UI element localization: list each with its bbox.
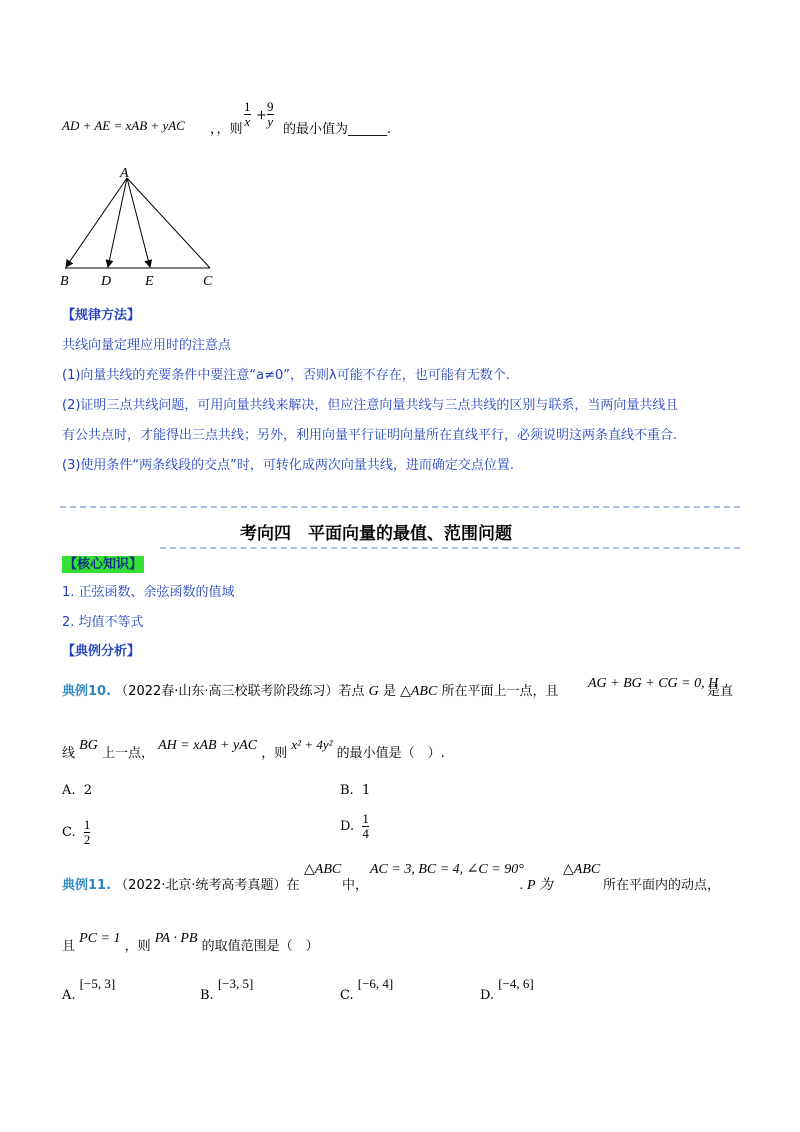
target-expression: x² + 4y²: [291, 737, 333, 752]
in-text: 中，: [342, 878, 369, 893]
method-point-1: (1)向量共线的充要条件中要注意“a≠0”，否则λ可能不存在，也可能有无数个.: [62, 368, 510, 383]
triangle-abc-2: △ABC: [563, 862, 601, 877]
ask-text: 的最小值是（ ）.: [336, 746, 445, 761]
method-title: 【规律方法】: [62, 308, 141, 323]
frac-num: 1: [362, 811, 369, 826]
option-letter: B.: [200, 988, 214, 1003]
example-11-label: 典例11.: [62, 878, 112, 893]
point-g: G: [368, 684, 379, 699]
triangle-figure: [55, 165, 225, 290]
label-a: A: [120, 166, 129, 181]
example-10-line-1: [62, 680, 558, 700]
example-11-line-1: [62, 874, 300, 893]
example-10-line-2: [62, 737, 445, 762]
knowledge-item-2: 2. 均值不等式: [62, 615, 144, 630]
option-letter: D.: [340, 819, 355, 834]
frac-num: 1: [244, 99, 251, 114]
option-fraction: [84, 818, 91, 847]
option-a-11: [62, 976, 116, 1003]
triangle-abc: △ABC: [400, 684, 438, 699]
option-a: [62, 783, 92, 798]
then-text: ，则: [261, 746, 288, 761]
option-value: [−5, 3]: [79, 976, 116, 991]
frac-num: 9: [267, 99, 274, 114]
option-b-11: [200, 976, 254, 1003]
ah-equation: AH = xAB + yAC: [158, 738, 258, 753]
example-11-line-2: [62, 931, 319, 955]
option-value: 2: [83, 783, 93, 798]
centroid-equation: AG + BG + CG = 0, H: [588, 676, 719, 691]
option-value: 1: [361, 783, 371, 798]
core-knowledge-label: 【核心知识】: [64, 557, 143, 572]
option-d-11: [480, 976, 534, 1003]
dot-product: PA · PB: [154, 931, 198, 946]
pc-condition: PC = 1: [79, 931, 121, 946]
line-text: 线: [62, 746, 76, 761]
label-e: E: [145, 274, 154, 289]
frac-den: 4: [362, 826, 369, 841]
triangle-abc: △ABC: [304, 862, 342, 877]
label-b: B: [60, 274, 69, 289]
option-letter: D.: [480, 988, 495, 1003]
triangle-conditions: AC = 3, BC = 4, ∠C = 90°: [370, 862, 524, 877]
option-fraction: [362, 812, 369, 841]
frac-num: 1: [83, 817, 91, 832]
segment-bg: BG: [79, 738, 98, 753]
option-letter: A.: [62, 988, 76, 1003]
plus-sign: +: [256, 108, 267, 123]
label-c: C: [203, 274, 213, 289]
core-knowledge-tag: [62, 553, 144, 572]
vector-equation: AD + AE = xAB + yAC: [62, 118, 185, 133]
example-10-source: （2022春·山东·高三校联考阶段练习）若点: [115, 684, 365, 699]
option-letter: B.: [340, 783, 354, 798]
is-text: 是: [382, 684, 396, 699]
option-letter: A.: [62, 783, 76, 798]
option-letter: C.: [62, 825, 76, 840]
section-title: 考向四 平面向量的最值、范围问题: [240, 524, 512, 544]
frac-den: 2: [83, 832, 91, 847]
option-d: [340, 812, 369, 841]
on-text: 上一点，: [101, 746, 154, 761]
example-11-source: （2022·北京·统考高考真题）在: [115, 878, 300, 893]
method-point-3: (3)使用条件“两条线段的交点”时，可转化成两次向量共线，进而确定交点位置.: [62, 458, 515, 473]
option-c-11: [340, 976, 394, 1003]
section-divider-top: [60, 506, 740, 508]
option-letter: C.: [340, 988, 354, 1003]
and-text: 且: [62, 939, 76, 954]
section-divider-bottom: [160, 547, 740, 549]
moving-point-text: 所在平面内的动点，: [603, 878, 721, 893]
label-d: D: [101, 274, 112, 289]
ask-text: 的最小值为______.: [283, 122, 392, 137]
fraction-1-over-x: [244, 100, 251, 129]
point-p-text: . P 为: [520, 878, 553, 893]
plane-text: 所在平面上一点，且: [441, 684, 559, 699]
method-point-2-line-1: (2)证明三点共线问题，可用向量共线来解决，但应注意向量共线与三点共线的区别与联系，当两向量共线且: [62, 398, 679, 413]
then-text: ，则: [124, 939, 151, 954]
example-10-label: 典例10.: [62, 684, 112, 699]
method-subtitle: 共线向量定理应用时的注意点: [62, 338, 232, 353]
knowledge-item-1: 1. 正弦函数、余弦函数的值域: [62, 585, 235, 600]
option-value: [−6, 4]: [357, 976, 394, 991]
option-value: [−3, 5]: [217, 976, 254, 991]
method-point-2-line-2: 有公共点时，才能得出三点共线；另外，利用向量平行证明向量所在直线平行，必须说明这两条直线不重合.: [62, 428, 678, 443]
frac-den: x: [244, 114, 251, 129]
then-text: ，，则: [210, 122, 243, 137]
fraction-9-over-y: [267, 100, 274, 129]
option-value: [−4, 6]: [498, 976, 534, 991]
option-c: [62, 818, 90, 847]
is-line-text: 是直: [707, 684, 734, 699]
ask-text: 的取值范围是（ ）: [201, 939, 319, 954]
example-analysis-tag: 【典例分析】: [62, 644, 141, 659]
frac-den: y: [267, 114, 274, 129]
option-b: [340, 783, 370, 798]
